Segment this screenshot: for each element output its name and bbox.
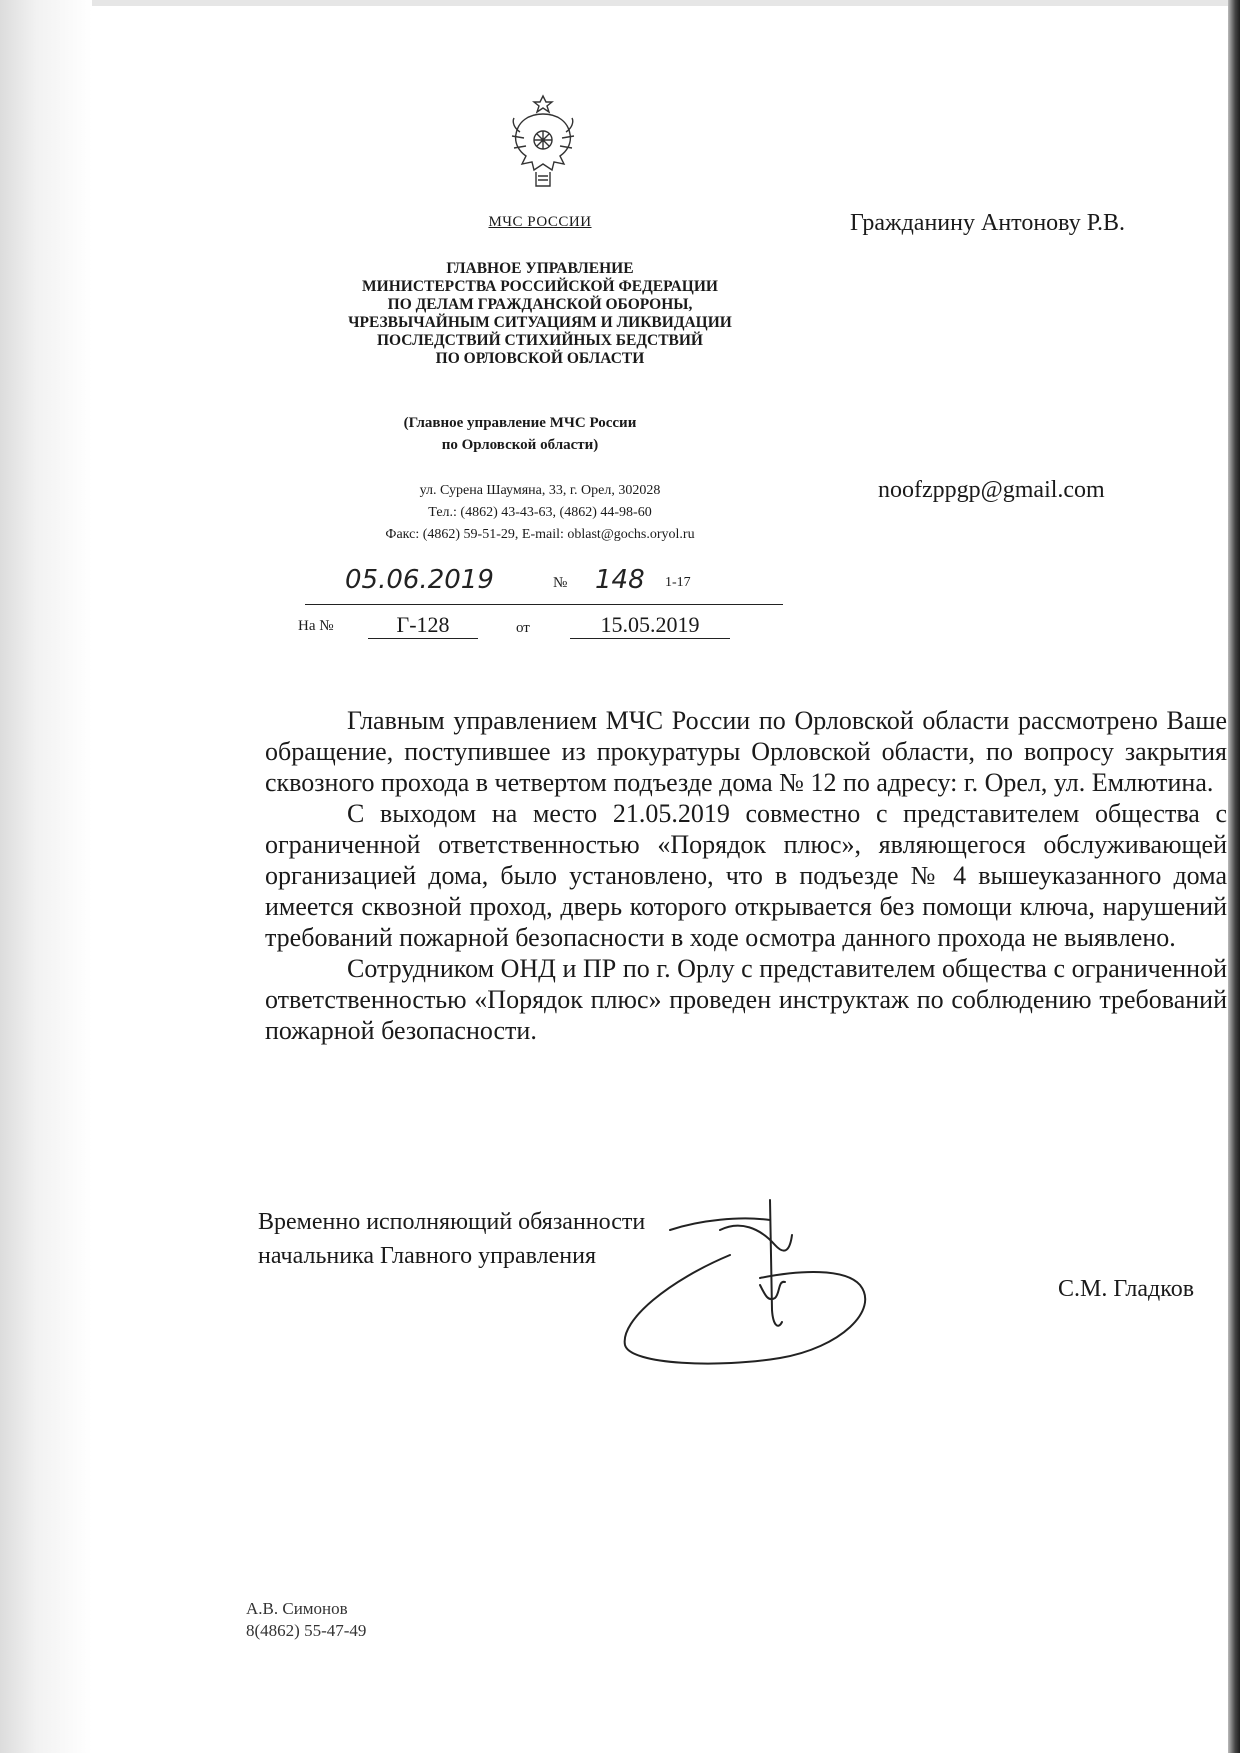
- reference-number: Г-128: [368, 612, 478, 639]
- reference-date: 15.05.2019: [570, 612, 730, 639]
- registration-underline: [305, 604, 783, 605]
- signer-name: С.М. Гладков: [1058, 1276, 1195, 1302]
- scan-top-shadow: [92, 0, 1240, 6]
- letter-body: [265, 705, 1227, 1165]
- recipient-email: noofzppgp@gmail.com: [878, 477, 1105, 503]
- registration-date: 05.06.2019: [345, 565, 494, 595]
- executor-phone: 8(4862) 55-47-49: [246, 1621, 367, 1640]
- body-paragraph: С выходом на место 21.05.2019 совместно с представителем общества с ограниченной ответственностью «Порядок плюс», являющегося обслуживающей организацией дома, было установлено, что в подъезде № 4 вышеуказанного дома имеется сквозной проход, дверь которого открывается без помощи ключа, нарушений требований пожарной безопасности в ходе осмотра данного прохода не выявлено.: [265, 799, 1227, 952]
- organization-name: [300, 260, 780, 368]
- org-name-line: ПОСЛЕДСТВИЙ СТИХИЙНЫХ БЕДСТВИЙ: [377, 332, 703, 349]
- registration-number: 148: [595, 565, 645, 595]
- executor-info: [246, 1598, 366, 1642]
- recipient-name: Гражданину Антонову Р.В.: [850, 210, 1126, 236]
- org-name-line: ГЛАВНОЕ УПРАВЛЕНИЕ: [446, 260, 634, 277]
- contact-address: ул. Сурена Шаумяна, 33, г. Орел, 302028: [419, 483, 661, 498]
- body-paragraph: Сотрудником ОНД и ПР по г. Орлу с представителем общества с ограниченной ответственностью «Порядок плюс» проведен инструктаж по соблюдению требований пожарной безопасности.: [265, 954, 1227, 1045]
- organization-short-name: [330, 412, 710, 456]
- body-paragraph: Главным управлением МЧС России по Орловской области рассмотрено Ваше обращение, поступившее из прокуратуры Орловской области, по вопросу закрытия сквозного прохода в четвертом подъезде дома № 12 по адресу: г. Орел, ул. Емлютина.: [265, 706, 1227, 797]
- org-short-line: (Главное управление МЧС России: [403, 415, 637, 431]
- reference-line: [298, 612, 738, 648]
- reference-from-label: от: [516, 620, 530, 636]
- ministry-short-name: МЧС РОССИИ: [488, 214, 592, 230]
- signer-position-line: Временно исполняющий обязанности: [258, 1209, 646, 1235]
- signer-position-line: начальника Главного управления: [258, 1243, 597, 1269]
- scan-right-shadow: [1228, 0, 1240, 1753]
- registration-number-label: №: [553, 575, 568, 591]
- executor-name: А.В. Симонов: [246, 1599, 348, 1618]
- org-short-line: по Орловской области): [441, 437, 599, 453]
- org-name-line: ПО ОРЛОВСКОЙ ОБЛАСТИ: [435, 350, 645, 367]
- org-name-line: ПО ДЕЛАМ ГРАЖДАНСКОЙ ОБОРОНЫ,: [387, 296, 693, 313]
- reference-label: На №: [298, 618, 334, 634]
- org-name-line: ЧРЕЗВЫЧАЙНЫМ СИТУАЦИЯМ И ЛИКВИДАЦИИ: [348, 314, 732, 331]
- signer-position: [258, 1205, 645, 1273]
- registration-number-suffix: 1-17: [665, 575, 691, 590]
- handwritten-signature: [610, 1190, 900, 1370]
- contact-fax-email: Факс: (4862) 59-51-29, E-mail: oblast@gochs.oryol.ru: [385, 527, 695, 542]
- registration-line: [305, 565, 783, 605]
- scan-left-shadow: [0, 0, 92, 1753]
- contact-phone: Тел.: (4862) 43-43-63, (4862) 44-98-60: [428, 505, 652, 520]
- org-name-line: МИНИСТЕРСТВА РОССИЙСКОЙ ФЕДЕРАЦИИ: [362, 278, 718, 295]
- organization-contacts: [300, 480, 780, 546]
- emchs-emblem-icon: [508, 92, 578, 192]
